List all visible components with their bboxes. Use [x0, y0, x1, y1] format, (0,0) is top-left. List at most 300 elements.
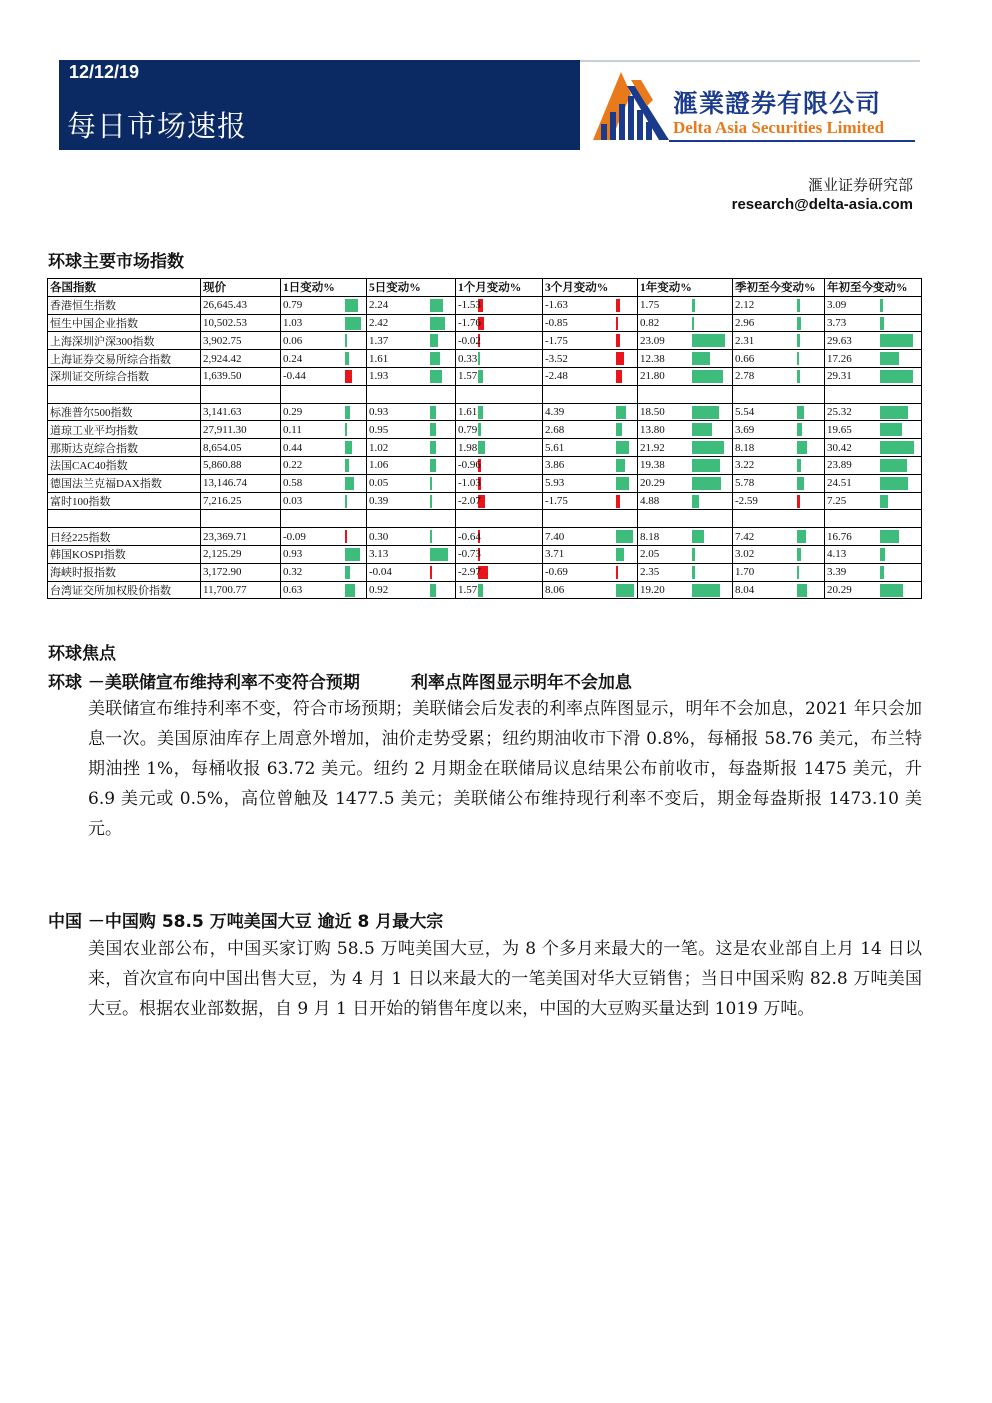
company-name-cn: 滙業證券有限公司 [673, 89, 882, 118]
change-cell [543, 492, 638, 510]
column-header: 1年变动% [638, 279, 733, 297]
change-cell [456, 314, 543, 332]
change-value: 3.09 [827, 299, 847, 312]
change-value: 23.09 [640, 334, 665, 347]
change-cell [733, 314, 825, 332]
change-value: 0.30 [369, 530, 389, 543]
change-cell [456, 439, 543, 457]
positive-change-bar [797, 477, 804, 490]
change-value: -0.02 [458, 334, 481, 347]
change-cell [543, 456, 638, 474]
change-cell [281, 545, 367, 563]
positive-change-bar [880, 548, 885, 561]
change-value: 1.57 [458, 583, 478, 596]
change-cell [825, 314, 922, 332]
positive-change-bar [797, 334, 800, 347]
positive-change-bar [345, 566, 350, 579]
index-name: 标准普尔500指数 [48, 403, 201, 421]
focus-section-title: 环球焦点 [48, 644, 116, 664]
change-value: 3.02 [735, 548, 755, 561]
index-price: 13,146.74 [201, 474, 281, 492]
change-cell [543, 403, 638, 421]
change-value: 2.35 [640, 566, 660, 579]
positive-change-bar [692, 530, 704, 543]
change-value: 2.24 [369, 299, 389, 312]
change-cell [733, 350, 825, 368]
positive-change-bar [430, 299, 443, 312]
positive-change-bar [692, 423, 712, 436]
positive-change-bar [478, 584, 483, 597]
change-value: 0.39 [369, 494, 389, 507]
change-value: 3.86 [545, 459, 565, 472]
change-cell [281, 367, 367, 385]
index-name: 上海深圳沪深300指数 [48, 332, 201, 350]
positive-change-bar [345, 423, 347, 436]
change-cell [367, 492, 456, 510]
company-name-en: Delta Asia Securities Limited [673, 118, 885, 137]
change-cell [367, 545, 456, 563]
change-value: 1.98 [458, 441, 478, 454]
change-cell [281, 332, 367, 350]
column-header: 现价 [201, 279, 281, 297]
change-value: 0.29 [283, 405, 303, 418]
change-value: 0.44 [283, 441, 303, 454]
change-value: 21.80 [640, 370, 665, 383]
positive-change-bar [430, 584, 436, 597]
change-cell [825, 421, 922, 439]
change-cell [733, 492, 825, 510]
change-cell [638, 350, 733, 368]
positive-change-bar [430, 334, 438, 347]
index-price: 5,860.88 [201, 456, 281, 474]
positive-change-bar [478, 441, 485, 454]
change-cell [638, 332, 733, 350]
change-value: 0.24 [283, 352, 303, 365]
change-cell [733, 528, 825, 546]
change-cell [543, 563, 638, 581]
change-value: 1.70 [735, 566, 755, 579]
column-header: 5日变动% [367, 279, 456, 297]
change-cell [456, 350, 543, 368]
positive-change-bar [345, 459, 349, 472]
positive-change-bar [616, 584, 634, 597]
positive-change-bar [430, 548, 448, 561]
header-rule [580, 60, 920, 62]
positive-change-bar [797, 584, 807, 597]
column-header: 年初至今变动% [825, 279, 922, 297]
change-value: 0.32 [283, 566, 303, 579]
index-name: 深圳证交所综合指数 [48, 367, 201, 385]
change-cell [825, 456, 922, 474]
index-price: 23,369.71 [201, 528, 281, 546]
change-value: 0.63 [283, 583, 303, 596]
change-value: 4.13 [827, 548, 847, 561]
positive-change-bar [797, 406, 804, 419]
change-value: 2.05 [640, 548, 660, 561]
change-cell [367, 421, 456, 439]
negative-change-bar [345, 530, 347, 543]
news-body-china: 美国农业部公布，中国买家订购 58.5 万吨美国大豆，为 8 个多月来最大的一笔。这是农业部自上月 14 日以来，首次宣布向中国出售大豆，为 4 月 1 日以来最大的一笔美国对华大豆销售；当日中国采购 82.8 万吨美国大豆。根据农业部数据，自 9 月 1 日开始的销售年度以来，中国的大豆购买量达到 1019 万吨。 [88, 939, 922, 1019]
change-cell [456, 403, 543, 421]
change-cell [733, 563, 825, 581]
change-value: 8.06 [545, 583, 565, 596]
positive-change-bar [345, 352, 349, 365]
index-price: 10,502.53 [201, 314, 281, 332]
change-value: 7.42 [735, 530, 755, 543]
change-cell [456, 581, 543, 599]
change-cell [456, 456, 543, 474]
negative-change-bar [616, 495, 620, 508]
positive-change-bar [880, 423, 902, 436]
change-value: 2.12 [735, 299, 755, 312]
logo-underline [669, 140, 915, 142]
change-value: 2.31 [735, 334, 755, 347]
change-cell [281, 474, 367, 492]
change-value: 8.04 [735, 583, 755, 596]
change-cell [281, 528, 367, 546]
positive-change-bar [880, 441, 914, 454]
positive-change-bar [692, 441, 724, 454]
positive-change-bar [880, 495, 888, 508]
positive-change-bar [430, 441, 436, 454]
change-value: 19.20 [640, 583, 665, 596]
change-value: -2.07 [458, 494, 481, 507]
positive-change-bar [345, 317, 361, 330]
change-value: 1.03 [283, 316, 303, 329]
index-name: 恒生中国企业指数 [48, 314, 201, 332]
change-cell [825, 332, 922, 350]
positive-change-bar [692, 584, 720, 597]
change-value: 8.18 [735, 441, 755, 454]
change-cell [543, 350, 638, 368]
change-value: -0.09 [283, 530, 306, 543]
change-cell [733, 421, 825, 439]
change-value: -0.04 [369, 566, 392, 579]
change-cell [825, 439, 922, 457]
change-value: -1.53 [458, 299, 481, 312]
change-cell [733, 367, 825, 385]
positive-change-bar [345, 495, 347, 508]
delta-logo-icon [591, 66, 671, 146]
positive-change-bar [692, 406, 719, 419]
negative-change-bar [616, 299, 620, 312]
company-logo [591, 66, 921, 146]
index-price: 3,172.90 [201, 563, 281, 581]
change-cell [825, 367, 922, 385]
negative-change-bar [616, 317, 618, 330]
positive-change-bar [345, 406, 350, 419]
change-cell [281, 581, 367, 599]
change-cell [543, 296, 638, 314]
positive-change-bar [430, 477, 432, 490]
index-name: 韩国KOSPI指数 [48, 545, 201, 563]
change-cell [733, 456, 825, 474]
index-price: 27,911.30 [201, 421, 281, 439]
positive-change-bar [880, 370, 913, 383]
change-value: 0.03 [283, 494, 303, 507]
news-headline-china: 中国 －中国购 58.5 万吨美国大豆 逾近 8 月最大宗 [48, 912, 444, 932]
change-value: 7.25 [827, 494, 847, 507]
change-value: 0.22 [283, 459, 303, 472]
change-cell [456, 421, 543, 439]
positive-change-bar [616, 548, 624, 561]
positive-change-bar [692, 370, 723, 383]
market-index-table [47, 278, 922, 599]
change-value: 0.58 [283, 477, 303, 490]
negative-change-bar [616, 334, 620, 347]
change-value: 1.06 [369, 459, 389, 472]
positive-change-bar [430, 495, 432, 508]
change-value: 24.51 [827, 477, 852, 490]
positive-change-bar [478, 352, 480, 365]
change-cell [638, 545, 733, 563]
positive-change-bar [345, 584, 355, 597]
change-value: 0.33 [458, 352, 478, 365]
change-cell [733, 474, 825, 492]
index-name: 香港恒生指数 [48, 296, 201, 314]
positive-change-bar [430, 370, 442, 383]
change-cell [367, 332, 456, 350]
change-value: 0.93 [283, 548, 303, 561]
change-value: 0.93 [369, 405, 389, 418]
index-name: 道琼工业平均指数 [48, 421, 201, 439]
change-value: 13.80 [640, 423, 665, 436]
change-value: -1.75 [545, 334, 568, 347]
change-cell [638, 456, 733, 474]
change-cell [733, 545, 825, 563]
change-cell [638, 421, 733, 439]
change-value: 2.42 [369, 316, 389, 329]
change-cell [281, 350, 367, 368]
change-cell [733, 296, 825, 314]
positive-change-bar [880, 334, 913, 347]
change-value: 17.26 [827, 352, 852, 365]
index-name: 台湾证交所加权股价指数 [48, 581, 201, 599]
change-value: -1.76 [458, 316, 481, 329]
change-value: 21.92 [640, 441, 665, 454]
contact-email[interactable]: research@delta-asia.com [731, 196, 913, 213]
change-value: 1.37 [369, 334, 389, 347]
index-price: 3,902.75 [201, 332, 281, 350]
change-value: 1.61 [369, 352, 389, 365]
change-cell [456, 545, 543, 563]
change-cell [281, 456, 367, 474]
change-value: 19.65 [827, 423, 852, 436]
market-section-title: 环球主要市场指数 [48, 252, 184, 272]
column-header: 季初至今变动% [733, 279, 825, 297]
change-cell [638, 563, 733, 581]
change-cell [367, 456, 456, 474]
positive-change-bar [478, 423, 481, 436]
change-value: 16.76 [827, 530, 852, 543]
change-cell [367, 581, 456, 599]
negative-change-bar [797, 495, 800, 508]
positive-change-bar [797, 370, 800, 383]
table-row [48, 350, 922, 368]
column-header: 各国指数 [48, 279, 201, 297]
index-name: 法国CAC40指数 [48, 456, 201, 474]
index-name: 富时100指数 [48, 492, 201, 510]
change-value: -1.75 [545, 494, 568, 507]
change-cell [543, 581, 638, 599]
change-cell [638, 367, 733, 385]
positive-change-bar [616, 441, 629, 454]
positive-change-bar [692, 334, 725, 347]
positive-change-bar [616, 406, 626, 419]
change-value: 1.93 [369, 370, 389, 383]
change-value: 25.32 [827, 405, 852, 418]
negative-change-bar [616, 370, 622, 383]
change-cell [367, 314, 456, 332]
positive-change-bar [797, 352, 799, 365]
change-cell [456, 296, 543, 314]
change-value: -0.44 [283, 370, 306, 383]
positive-change-bar [692, 459, 720, 472]
table-row [48, 332, 922, 350]
news-headline-global: 环球 －美联储宣布维持利率不变符合预期 利率点阵图显示明年不会加息 [48, 673, 632, 693]
change-cell [825, 492, 922, 510]
positive-change-bar [692, 495, 699, 508]
change-value: 3.73 [827, 316, 847, 329]
change-value: 0.11 [283, 423, 302, 436]
positive-change-bar [692, 477, 721, 490]
index-price: 2,125.29 [201, 545, 281, 563]
column-header: 3个月变动% [543, 279, 638, 297]
change-cell [825, 528, 922, 546]
positive-change-bar [880, 459, 907, 472]
index-name: 海峡时报指数 [48, 563, 201, 581]
change-cell [281, 314, 367, 332]
positive-change-bar [880, 406, 908, 419]
change-value: 1.02 [369, 441, 389, 454]
change-cell [825, 563, 922, 581]
change-value: 4.88 [640, 494, 660, 507]
change-cell [281, 296, 367, 314]
change-cell [543, 439, 638, 457]
positive-change-bar [616, 423, 622, 436]
positive-change-bar [692, 317, 694, 330]
change-cell [367, 474, 456, 492]
change-cell [825, 296, 922, 314]
change-cell [733, 439, 825, 457]
change-value: 3.13 [369, 548, 389, 561]
negative-change-bar [616, 566, 618, 579]
positive-change-bar [797, 530, 806, 543]
change-cell [281, 563, 367, 581]
change-value: -0.69 [545, 566, 568, 579]
change-value: 29.31 [827, 370, 852, 383]
header-banner [59, 60, 580, 150]
table-row [48, 492, 922, 510]
change-value: 0.05 [369, 477, 389, 490]
negative-change-bar [430, 566, 432, 579]
change-value: 0.79 [283, 299, 303, 312]
table-row [48, 545, 922, 563]
positive-change-bar [797, 548, 801, 561]
change-cell [638, 314, 733, 332]
positive-change-bar [430, 406, 436, 419]
change-value: 5.78 [735, 477, 755, 490]
column-header: 1个月变动% [456, 279, 543, 297]
change-cell [456, 367, 543, 385]
change-cell [367, 439, 456, 457]
positive-change-bar [430, 459, 436, 472]
positive-change-bar [692, 352, 710, 365]
change-value: 0.82 [640, 316, 660, 329]
index-name: 那斯达克综合指数 [48, 439, 201, 457]
change-cell [367, 350, 456, 368]
group-spacer-row [48, 510, 922, 528]
positive-change-bar [692, 566, 695, 579]
change-cell [281, 439, 367, 457]
positive-change-bar [345, 441, 352, 454]
positive-change-bar [430, 423, 436, 436]
change-cell [367, 563, 456, 581]
table-row [48, 474, 922, 492]
change-value: -1.63 [545, 299, 568, 312]
change-value: -0.85 [545, 316, 568, 329]
index-price: 3,141.63 [201, 403, 281, 421]
change-cell [367, 528, 456, 546]
change-cell [456, 528, 543, 546]
change-value: -2.97 [458, 566, 481, 579]
change-value: -3.52 [545, 352, 568, 365]
table-row [48, 314, 922, 332]
change-cell [825, 545, 922, 563]
change-value: 3.69 [735, 423, 755, 436]
change-value: 5.54 [735, 405, 755, 418]
positive-change-bar [616, 530, 633, 543]
positive-change-bar [692, 299, 695, 312]
positive-change-bar [692, 548, 695, 561]
change-value: -0.64 [458, 530, 481, 543]
change-cell [543, 314, 638, 332]
change-cell [281, 421, 367, 439]
table-row [48, 563, 922, 581]
positive-change-bar [797, 423, 802, 436]
change-cell [367, 367, 456, 385]
change-value: -0.96 [458, 459, 481, 472]
change-cell [638, 581, 733, 599]
table-row [48, 421, 922, 439]
change-value: 2.78 [735, 370, 755, 383]
positive-change-bar [880, 477, 908, 490]
table-row [48, 456, 922, 474]
change-cell [733, 332, 825, 350]
change-value: 3.71 [545, 548, 565, 561]
change-cell [825, 581, 922, 599]
change-cell [825, 350, 922, 368]
change-cell [456, 474, 543, 492]
positive-change-bar [880, 566, 884, 579]
positive-change-bar [478, 406, 483, 419]
positive-change-bar [880, 584, 903, 597]
change-value: 30.42 [827, 441, 852, 454]
change-value: -0.73 [458, 548, 481, 561]
change-value: 0.95 [369, 423, 389, 436]
table-row [48, 296, 922, 314]
positive-change-bar [345, 299, 358, 312]
column-header: 1日变动% [281, 279, 367, 297]
negative-change-bar [345, 370, 352, 383]
change-value: 0.06 [283, 334, 303, 347]
change-value: 3.22 [735, 459, 755, 472]
change-cell [638, 474, 733, 492]
index-price: 7,216.25 [201, 492, 281, 510]
positive-change-bar [880, 352, 899, 365]
positive-change-bar [797, 299, 800, 312]
change-value: -2.59 [735, 494, 758, 507]
